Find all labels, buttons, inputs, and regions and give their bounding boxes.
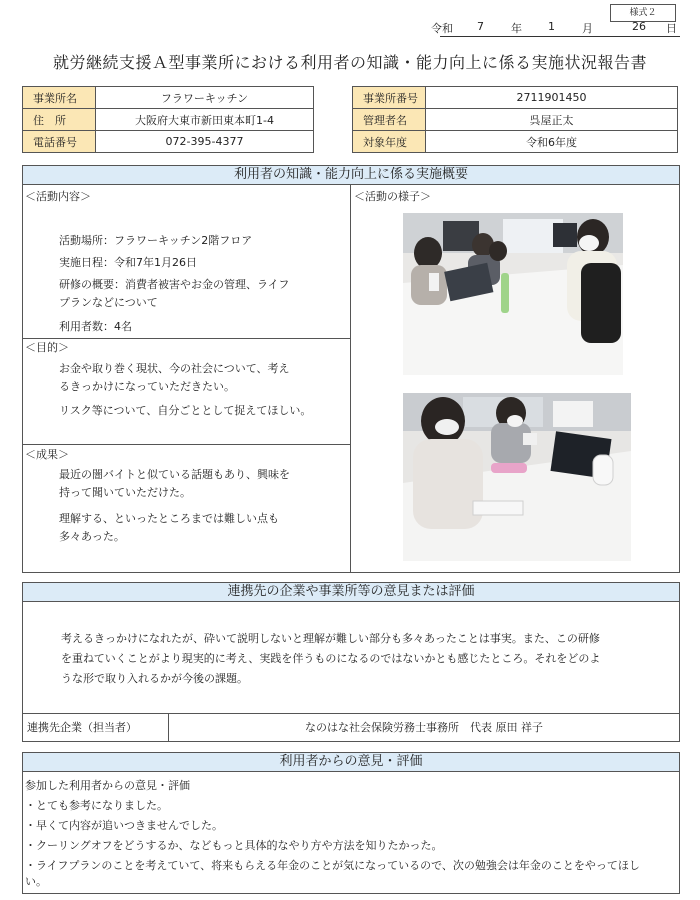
activity-line: プランなどについて	[59, 296, 158, 309]
manager-value: 呉屋正太	[426, 109, 678, 131]
date-day: 26	[632, 20, 646, 33]
date-era: 令和	[431, 22, 453, 35]
fiscal-year-value: 令和6年度	[426, 131, 678, 153]
users-line: い。	[25, 875, 47, 888]
users-section	[22, 752, 680, 894]
office-info-table	[22, 86, 314, 153]
office-info-table-right	[352, 86, 678, 153]
office-name-label: 事業所名	[23, 87, 96, 109]
form-tag: 様式２	[610, 4, 676, 22]
partner-contact-value: なのはな社会保険労務士事務所 代表 原田 祥子	[305, 721, 543, 734]
date-year-unit: 年	[511, 22, 522, 35]
purpose-line: リスク等について、自分ごととして捉えてほしい。	[59, 404, 312, 417]
date-month-unit: 月	[582, 22, 593, 35]
photo-heading: ＜活動の様子＞	[354, 190, 431, 203]
activity-photo-2	[403, 393, 631, 561]
users-line: ・ライフプランのことを考えていて、将来もらえる年金のことが気になっているので、次の勉強会は年金のことをやってほし	[25, 859, 640, 872]
manager-label: 管理者名	[353, 109, 426, 131]
document-title: 就労継続支援Ａ型事業所における利用者の知識・能力向上に係る実施状況報告書	[52, 53, 647, 72]
office-number-value: 2711901450	[426, 87, 678, 109]
date-underline	[440, 36, 680, 37]
date-month: 1	[548, 20, 555, 33]
purpose-line: お金や取り巻く現状、今の社会について、考え	[59, 362, 290, 375]
purpose-heading: ＜目的＞	[25, 341, 69, 354]
address-label: 住 所	[23, 109, 96, 131]
activity-line: 活動場所：フラワーキッチン2階フロア	[59, 234, 253, 247]
partner-contact-label: 連携先企業（担当者）	[27, 721, 137, 734]
result-line: 最近の闇バイトと似ている話題もあり、興味を	[59, 468, 290, 481]
result-line: 持って聞いていただけた。	[59, 486, 191, 499]
partner-comment-line: うな形で取り入れるかが今後の課題。	[61, 672, 248, 685]
phone-label: 電話番号	[23, 131, 96, 153]
office-number-label: 事業所番号	[353, 87, 426, 109]
result-line: 理解する、といったところまでは難しい点も	[59, 512, 279, 525]
overview-section	[22, 165, 680, 573]
activity-photo-1	[403, 213, 623, 375]
activity-line: 実施日程：令和7年1月26日	[59, 256, 197, 269]
users-line: ・早くて内容が追いつきませんでした。	[25, 819, 223, 832]
users-line: ・クーリングオフをどうするか、などもっと具体的なやり方や方法を知りたかった。	[25, 839, 443, 852]
partner-section	[22, 582, 680, 742]
activity-line: 利用者数：4名	[59, 320, 132, 333]
activity-line: 研修の概要：消費者被害やお金の管理、ライフ	[59, 278, 290, 291]
office-name-value: フラワーキッチン	[96, 87, 314, 109]
fiscal-year-label: 対象年度	[353, 131, 426, 153]
partner-comment-line: 考えるきっかけになれたが、砕いて説明しないと理解が難しい部分も多々あったことは事実。また、この研修	[61, 632, 600, 645]
date-day-unit: 日	[666, 22, 677, 35]
overview-header: 利用者の知識・能力向上に係る実施概要	[23, 166, 679, 185]
result-line: 多々あった。	[59, 530, 125, 543]
partner-comment-line: を重ねていくことがより現実的に考え、実践を伴うものになるのではないかとも感じたところ。それをどのよ	[61, 652, 601, 665]
users-line: 参加した利用者からの意見・評価	[25, 779, 190, 792]
result-heading: ＜成果＞	[25, 448, 69, 461]
overview-divider	[350, 185, 351, 572]
partner-contact-divider	[23, 713, 679, 714]
users-line: ・とても参考になりました。	[25, 799, 168, 812]
partner-header: 連携先の企業や事業所等の意見または評価	[23, 583, 679, 602]
activity-heading: ＜活動内容＞	[25, 190, 91, 203]
phone-value: 072-395-4377	[96, 131, 314, 153]
purpose-divider	[23, 338, 350, 339]
users-header: 利用者からの意見・評価	[23, 753, 679, 772]
purpose-line: るきっかけになっていただきたい。	[59, 380, 235, 393]
result-divider	[23, 444, 350, 445]
address-value: 大阪府大東市新田東本町1-4	[96, 109, 314, 131]
date-year: 7	[477, 20, 484, 33]
